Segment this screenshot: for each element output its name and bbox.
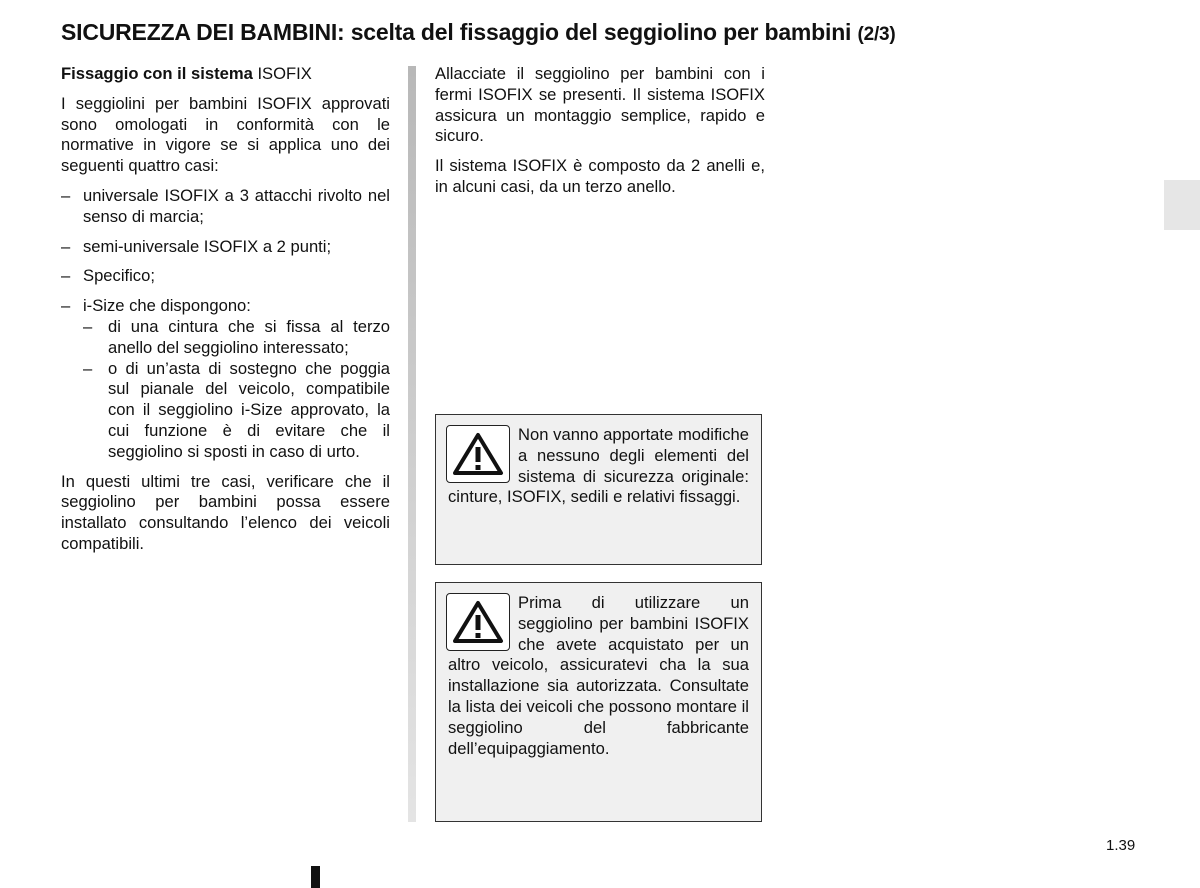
isofix-paragraph-2: Il sistema ISOFIX è composto da 2 anelli e, in alcuni casi, da un terzo anello. (435, 156, 765, 196)
closing-paragraph: In questi ultimi tre casi, verificare che il seggiolino per bambini possa essere installato consultando l’elenco dei veicoli compatibili. (61, 471, 390, 553)
list-dash: – (61, 296, 71, 316)
intro-paragraph: I seggiolini per bambini ISOFIX approvati sono omologati in conformità con le normative in vigore se si applica uno dei seguenti quattro casi: (61, 93, 390, 176)
sub-list-dash: – (83, 358, 93, 378)
sub-list-item-text: o di un’asta di sostegno che poggia sul pianale del veicolo, compatibile con il seggiolino i-Size approvato, la cui funzione è di evitare che il seggiolino si sposti in caso di urto. (108, 358, 390, 461)
list-item (61, 296, 390, 317)
right-column (435, 64, 765, 198)
list-dash: – (61, 236, 71, 256)
warning-box (435, 582, 762, 822)
column-separator (408, 66, 416, 822)
crop-mark (311, 866, 320, 888)
section-heading-normal: ISOFIX (257, 64, 312, 83)
list-item-text: universale ISOFIX a 3 attacchi rivolto nel senso di marcia; (83, 185, 390, 226)
left-column (61, 64, 390, 555)
warning-triangle-icon (446, 425, 510, 483)
list-item (61, 186, 390, 228)
list-item-text: Specifico; (83, 266, 155, 286)
list-dash: – (61, 185, 71, 205)
sub-list-dash: – (83, 316, 93, 336)
warning-box (435, 414, 762, 565)
isofix-paragraph-1: Allacciate il seggiolino per bambini con i fermi ISOFIX se presenti. Il sistema ISOFIX assicura un montaggio semplice, rapido e sicuro. (435, 64, 765, 146)
page-title (61, 19, 1161, 46)
warning-text: Prima di utilizzare un seggiolino per bambini ISOFIX che avete acquistato per un altro veicolo, assicuratevi cha la sua installazione sia autorizzata. Consultate la lista dei veicoli che possono montare il seggiolino del fabbricante dell’equipaggiamento. (448, 593, 749, 758)
page-index: (2/3) (857, 24, 896, 45)
list-item-text: semi-universale ISOFIX a 2 punti; (83, 236, 332, 256)
section-tab-marker (1164, 180, 1200, 230)
page-title-text: SICUREZZA DEI BAMBINI: scelta del fissaggio del seggiolino per bambini (61, 19, 852, 45)
section-heading (61, 64, 390, 85)
list-item (61, 266, 390, 287)
sub-list-item (61, 317, 390, 359)
sub-list-item (61, 359, 390, 463)
section-heading-bold: Fissaggio con il sistema (61, 64, 253, 83)
sub-list-item-text: di una cintura che si fissa al terzo anello del seggiolino interessato; (108, 316, 390, 357)
list-dash: – (61, 266, 71, 286)
warning-triangle-icon (446, 593, 510, 651)
list-item (61, 237, 390, 258)
list-item-text: i-Size che dispongono: (83, 296, 251, 316)
warning-text: Non vanno apportate modifiche a nessuno degli elementi del sistema di sicurezza originale: cinture, ISOFIX, sedili e relativi fissaggi. (448, 425, 749, 507)
page-number: 1.39 (1106, 837, 1136, 854)
